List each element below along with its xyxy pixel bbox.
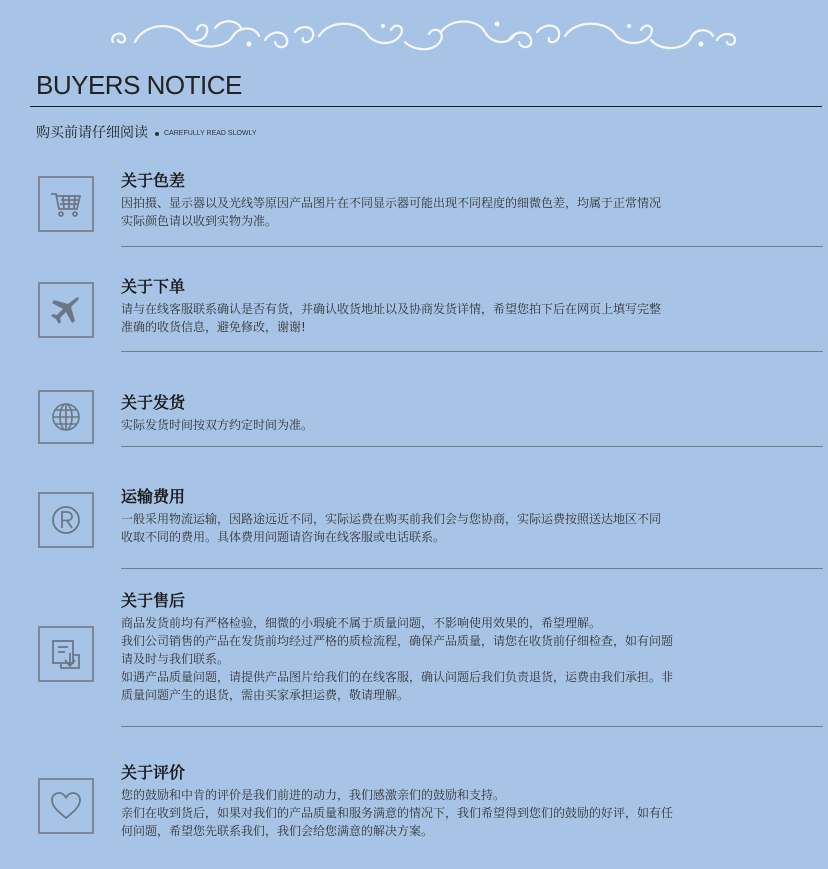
shopping-cart-icon [49,187,83,221]
section-icon-box [38,626,94,682]
section-heading: 关于色差 [121,171,186,190]
section-line: 商品发货前均有严格检验，细微的小瑕疵不属于质量问题，不影响使用效果的，希望理解。 [121,616,602,630]
section-divider [121,568,823,569]
section-body [121,300,811,336]
subtitle-bullet [155,132,159,136]
section-body [121,786,811,840]
section-divider [121,726,823,727]
section-heading: 关于售后 [121,591,186,610]
airplane-icon [49,293,83,327]
section-icon-box [38,778,94,834]
section-divider [121,246,823,247]
section-line: 请与在线客服联系确认是否有货，并确认收货地址以及协商发货详情，希望您拍下后在网页上填写完整 [121,302,662,316]
section-icon-box [38,390,94,444]
heart-icon [49,789,83,823]
section-line: 实际颜色请以收到实物为准。 [121,214,278,228]
title-divider [30,106,822,107]
section-heading: 运输费用 [121,487,186,506]
section-divider [121,351,823,352]
section-line: 实际发货时间按双方约定时间为准。 [121,418,314,432]
section-line: 收取不同的费用。具体费用问题请咨询在线客服或电话联系。 [121,530,446,544]
section-line: 何问题，希望您先联系我们，我们会给您满意的解决方案。 [121,824,434,838]
section-body [121,510,811,546]
section-icon-box [38,176,94,232]
section-line: 我们公司销售的产品在发货前均经过严格的质检流程，确保产品质量，请您在收货前仔细检查，如有问题 [121,634,674,648]
section-heading: 关于下单 [121,277,186,296]
section-line: 您的鼓励和中肯的评价是我们前进的动力，我们感激亲们的鼓励和支持。 [121,788,506,802]
section-heading: 关于评价 [121,763,186,782]
section-line: 因拍摄、显示器以及光线等原因产品图片在不同显示器可能出现不同程度的细微色差，均属于正常情况 [121,196,662,210]
section-line: 一般采用物流运输，因路途远近不同，实际运费在购买前我们会与您协商，实际运费按照送达地区不同 [121,512,662,526]
page-title: BUYERS NOTICE [36,70,242,100]
section-body [121,416,811,434]
section-body [121,194,811,230]
section-body [121,614,811,704]
subtitle-cn: 购买前请仔细阅读 [36,125,148,141]
section-line: 质量问题产生的退货，需由买家承担运费，敬请理解。 [121,688,410,702]
section-line: 如遇产品质量问题，请提供产品图片给我们的在线客服，确认问题后我们负责退货，运费由我们承担。非 [121,670,674,684]
section-icon-box [38,282,94,338]
return-box-icon [49,637,83,671]
section-line: 亲们在收到货后，如果对我们的产品质量和服务满意的情况下，我们希望得到您们的鼓励的好评，如有任 [121,806,674,820]
section-heading: 关于发货 [121,393,186,412]
section-line: 准确的收货信息，避免修改，谢谢! [121,320,306,334]
subtitle [36,122,257,142]
subtitle-en: CAREFULLY READ SLOWLY [164,130,257,137]
section-divider [121,446,823,447]
registered-icon [49,503,83,537]
scroll-ornament [105,12,745,60]
globe-icon [49,400,83,434]
section-line: 请及时与我们联系。 [121,652,230,666]
section-icon-box [38,492,94,548]
